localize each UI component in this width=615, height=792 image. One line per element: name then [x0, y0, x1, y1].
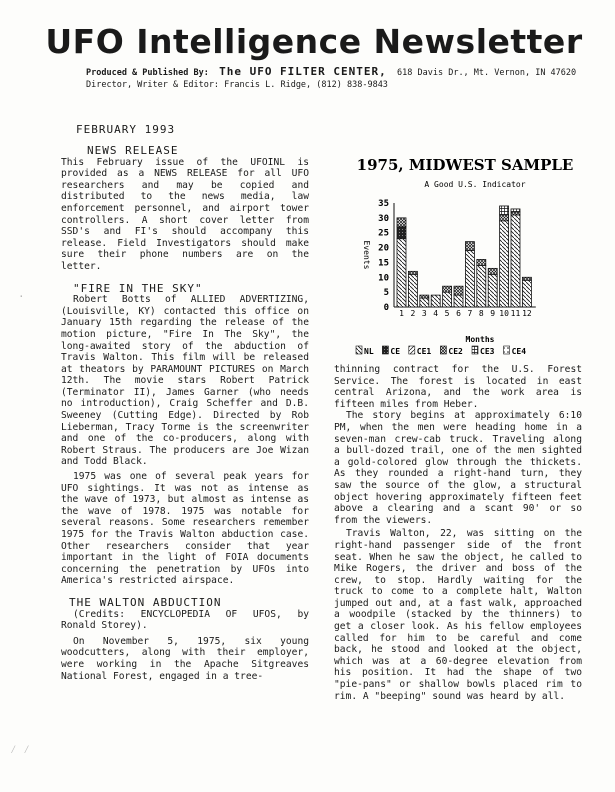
bar-segment-ce2 — [488, 268, 497, 274]
bar-segment-ce2 — [522, 277, 531, 280]
bar-segment-nl — [454, 295, 463, 307]
bar-segment-ce3 — [500, 206, 509, 215]
walton-p1-right: thinning contract for the U.S. Forest Service. The forest is located in east central Arizona, and the work area is fifteen miles from Heber. — [334, 364, 582, 410]
bar-segment-nl — [511, 215, 520, 307]
bar-segment-ce2 — [465, 242, 474, 251]
publisher-info — [86, 66, 576, 91]
legend-swatch-nl — [356, 346, 362, 354]
bar-chart — [350, 150, 590, 360]
bar-segment-ce2 — [500, 215, 509, 221]
fire-in-sky-heading: "FIRE IN THE SKY" — [73, 281, 203, 295]
bar-segment-ce2 — [397, 218, 406, 227]
y-tick-label: 5 — [383, 288, 389, 299]
news-release-body: This February issue of the UFOINL is provided as a NEWS RELEASE for all UFO researchers and may be copied and distributed to the news media, law enforcement personnel, and airport tower controllers. A short cover letter from SSD's and FI's should accompany this release. Field Investigators should make sure their phone numbers are on the letter. — [61, 156, 309, 272]
bar-segment-nl — [488, 274, 497, 307]
x-tick-label: 1 — [399, 309, 404, 318]
walton-credit: (Credits: ENCYCLOPEDIA OF UFOS, by Ronald Storey). — [61, 608, 309, 632]
bar-segment-ce2 — [511, 212, 520, 215]
fire-in-sky-p2: 1975 was one of several peak years for UFO sightings. It was not as intense as the wave of 1973, but almost as intense as the wave of 1978. 1975 was notable for several reasons. Some researchers remember 1975 for the Travis Walton abduction case. Other researchers consider that year important in the light of FOIA documents concerning the penetration by UFOs into America's restricted airspace. — [61, 471, 309, 587]
legend-swatch-ce1 — [409, 346, 415, 354]
bar-segment-nl — [500, 221, 509, 307]
bar-segment-ce2 — [454, 286, 463, 295]
x-tick-label: 3 — [421, 309, 427, 318]
walton-heading: THE WALTON ABDUCTION — [69, 595, 222, 609]
x-tick-label: 8 — [478, 309, 484, 318]
x-tick-label: 12 — [522, 309, 532, 318]
bar-segment-ce2 — [443, 286, 452, 292]
y-tick-label: 25 — [378, 228, 389, 239]
produced-by-label: Produced & Published By: — [86, 68, 209, 78]
x-axis-label: Months — [465, 335, 495, 344]
walton-p3: Travis Walton, 22, was sitting on the right-hand passenger side of the front seat. When he saw the object, he called to Mike Rogers, the driver and boss of the crew, to stop. Hardly waiting for the truck to come to a complete halt, Walton jumped out and, at a fast walk, approached a woodpile (stacked by the thinners) to get a closer look. As his fellow employees called for him to be careful and come back, he stood and looked at the object, which was at a 60-degree elevation from his position. It had the shape of two "pie-pans" or shallow bowls placed rim to rim. A "beeping" sound was heard by all. — [334, 528, 582, 702]
y-tick-label: 15 — [378, 258, 389, 269]
legend-label: CE — [390, 347, 401, 356]
right-column — [334, 364, 582, 702]
bar-segment-ce2 — [420, 295, 429, 298]
x-tick-label: 9 — [490, 309, 496, 318]
legend-label: CE3 — [480, 347, 495, 356]
x-tick-label: 10 — [499, 309, 509, 318]
chart-subtitle: A Good U.S. Indicator — [424, 180, 526, 189]
walton-p1-left: On November 5, 1975, six young woodcutters, along with their employer, were working in the Apache Sitgreaves National Forest, engaged in a tree- — [61, 635, 309, 682]
bar-segment-ce — [397, 227, 406, 239]
bar-segment-nl — [397, 239, 406, 307]
x-tick-label: 6 — [456, 309, 461, 318]
bar-segment-nl — [465, 251, 474, 307]
director-line: Director, Writer & Editor: Francis L. Ridge, (812) 838-9843 — [86, 80, 388, 90]
x-tick-label: 7 — [467, 309, 473, 318]
legend-label: CE1 — [416, 347, 432, 356]
margin-scribble: ⁄ ⁄ — [10, 743, 30, 756]
legend-swatch-ce4 — [504, 346, 510, 354]
legend-swatch-ce2 — [440, 346, 446, 354]
fire-in-sky-p1: Robert Botts of ALLIED ADVERTIZING, (Louisville, KY) contacted this office on January 15th regarding the release of the motion picture, "Fire In The Sky", the long-awaited story of the abduction of Travis Walton. This film will be released at theators by PARAMOUNT PICTURES on March 12th. The movie stars Robert Patrick (Terminator II), James Garner (who needs no introduction), Craig Scheffer and D.B. Sweeney (Cutting Edge). Directed by Rob Lieberman, Tracy Torme is the screenwriter and one of the co-producers, along with Robert Straus. The producers are Joe Wizan and Todd Black. — [61, 294, 309, 468]
news-release-heading: NEWS RELEASE — [87, 144, 179, 157]
bar-segment-nl — [522, 280, 531, 307]
x-tick-label: 4 — [433, 309, 439, 318]
bar-segment-ce2 — [477, 259, 486, 265]
bar-segment-ce2 — [408, 271, 417, 274]
publisher-org: The UFO FILTER CENTER, — [219, 65, 387, 78]
legend-swatch-ce — [382, 346, 388, 354]
issue-date: FEBRUARY 1993 — [76, 123, 176, 136]
chart-title: 1975, MIDWEST SAMPLE — [356, 156, 574, 174]
legend-label: NL — [364, 347, 374, 356]
bar-segment-nl — [477, 265, 486, 307]
margin-dot: · — [18, 290, 25, 303]
y-tick-label: 0 — [383, 303, 389, 313]
bar-segment-nl — [408, 274, 417, 307]
y-tick-label: 10 — [378, 273, 389, 284]
x-tick-label: 2 — [410, 309, 416, 318]
newsletter-title: UFO Intelligence Newsletter — [45, 22, 583, 61]
y-tick-label: 35 — [378, 199, 389, 209]
y-tick-label: 20 — [378, 243, 389, 254]
x-tick-label: 5 — [444, 309, 450, 318]
legend-swatch-ce3 — [472, 346, 478, 354]
bar-segment-nl — [420, 298, 429, 307]
left-column — [61, 145, 309, 682]
walton-p2: The story begins at approximately 6:10 PM, when the men were heading home in a seven-man crew-cab truck. Traveling along a bull-dozed trail, one of the men sighted a gold-colored glow through the thickets. As they rounded a right-hand turn, they saw the source of the glow, a structural object hovering approximately fifteen feet above a clearing and a scant 90' or so from the viewers. — [334, 410, 582, 526]
y-tick-label: 30 — [378, 213, 389, 224]
bar-segment-nl — [431, 295, 440, 307]
legend-label: CE4 — [511, 347, 527, 356]
y-axis-label: Events — [362, 240, 371, 270]
publisher-address: 618 Davis Dr., Mt. Vernon, IN 47620 — [397, 68, 577, 78]
x-tick-label: 11 — [510, 309, 521, 318]
legend-label: CE2 — [448, 347, 463, 356]
bar-segment-ce3 — [511, 209, 520, 212]
bar-segment-nl — [443, 292, 452, 307]
